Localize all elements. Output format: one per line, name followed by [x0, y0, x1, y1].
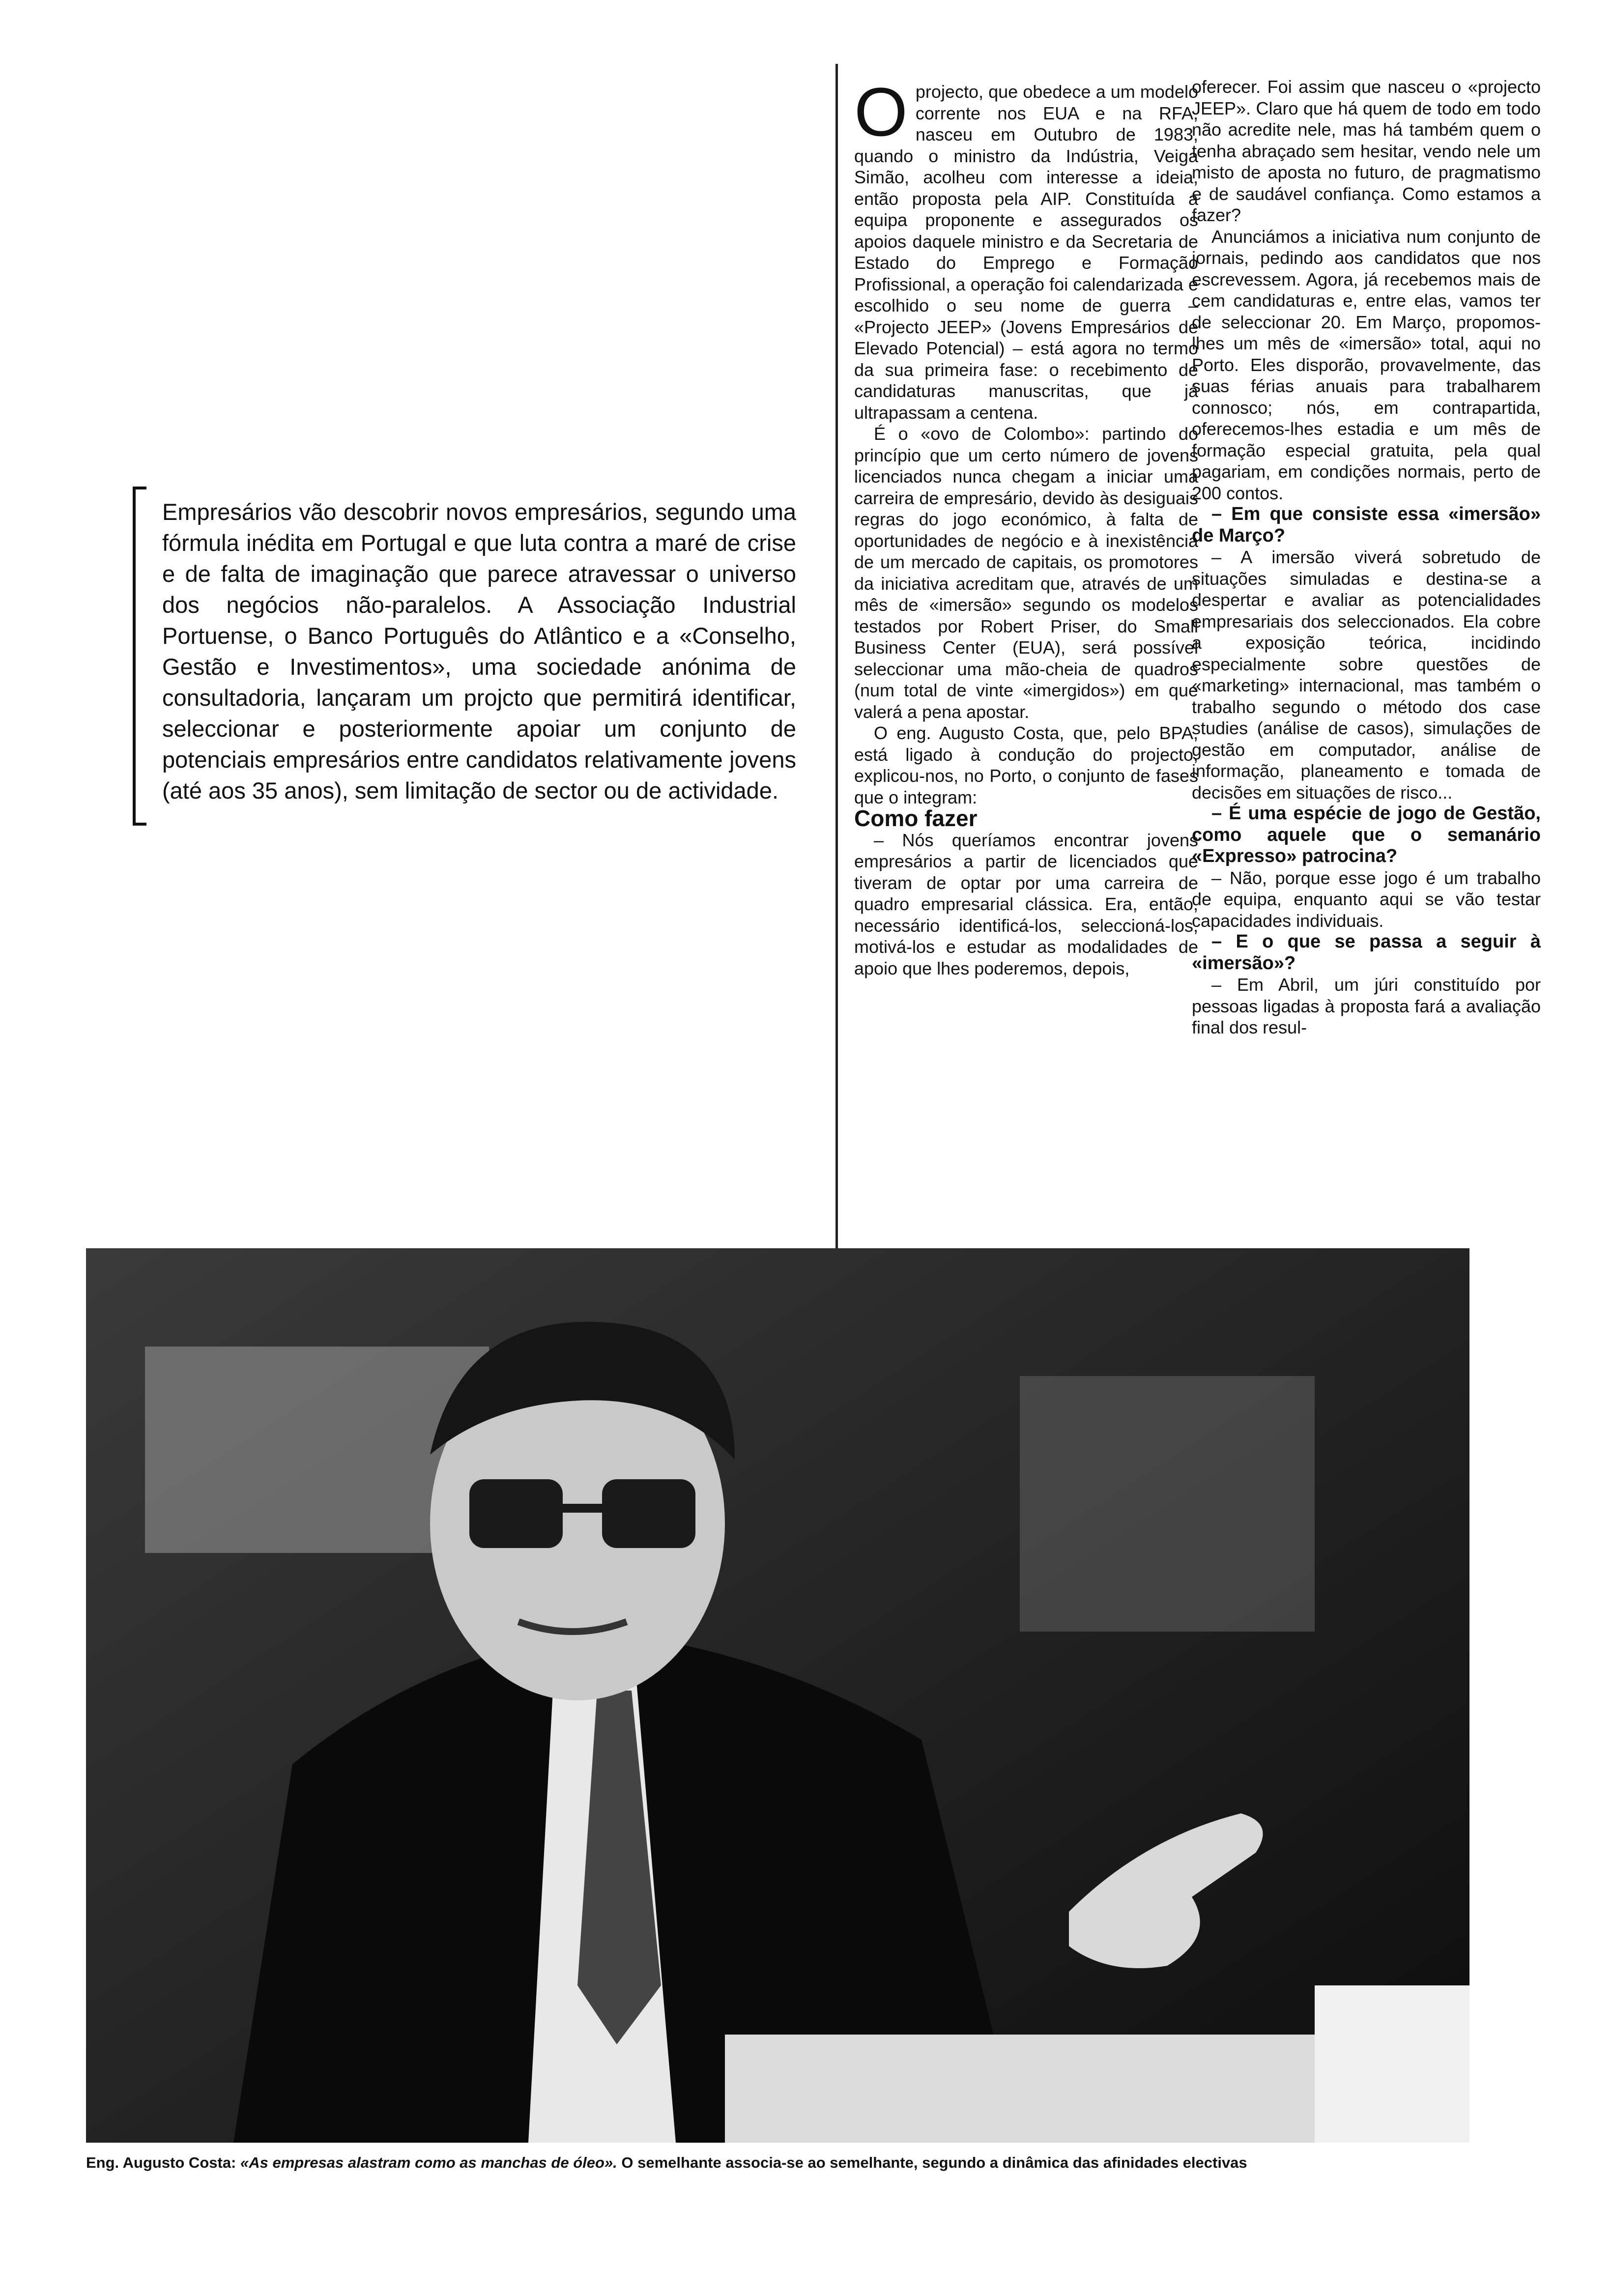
- portrait-photo: [86, 1248, 1469, 2143]
- caption-lead: Eng. Augusto Costa:: [86, 2154, 236, 2171]
- interview-question: – Em que consiste essa «imersão» de Março?: [1192, 504, 1541, 546]
- dropcap-letter: O: [854, 73, 908, 150]
- article-paragraph: O eng. Augusto Costa, que, pelo BPA, está ligado à condução do projecto, explicou-nos, no Porto, o conjunto de fases que o integram:: [854, 723, 1198, 807]
- article-paragraph: Anunciámos a iniciativa num conjunto de jornais, pedindo aos candidatos que nos escrevessem. Agora, já recebemos mais de cem candidaturas e, entre elas, vamos ter de seleccionar 20. Em Março, propomos-lhes um mês de «imersão» total, aqui no Porto. Eles disporão, provavelmente, das suas férias anuais para trabalharem connosco; nós, em contrapartida, oferecemos-lhes estadia e um mês de formação especial gratuita, pela qual pagariam, em condições normais, perto de 200 contos.: [1192, 226, 1541, 503]
- caption-quote: «As empresas alastram como as manchas de óleo».: [240, 2154, 617, 2171]
- article-paragraph: – Nós queríamos encontrar jovens empresários a partir de licenciados que tiveram de optar por uma carreira de quadro empresarial clássica. Era, então, necessário identificá-los, seleccioná-los, motivá-los e estudar as modalidades de apoio que lhes poderemos, depois,: [854, 830, 1198, 978]
- section-subhead: Como fazer: [854, 805, 978, 831]
- article-paragraph: – Não, porque esse jogo é um trabalho de equipa, enquanto aqui se vão testar capacidades individuais.: [1192, 867, 1541, 931]
- article-paragraph: – Em Abril, um júri constituído por pessoas ligadas à proposta fará a avaliação final dos resul-: [1192, 975, 1541, 1037]
- interview-question: – E o que se passa a seguir à «imersão»?: [1192, 931, 1541, 974]
- opening-paragraph: Oprojecto, que obedece a um modelo corrente nos EUA e na RFA, nasceu em Outubro de 1983, quando o ministro da Indústria, Veiga Simão, acolheu com interesse a ideia, então proposta pela AIP. Constituída a equipa proponente e assegurados os apoios daquele ministro e da Secretaria de Estado do Emprego e Formação Profissional, a operação foi calendarizada e escolhido o seu nome de guerra – «Projecto JEEP» (Jovens Empresários de Elevado Potencial) – está agora no termo da sua primeira fase: o recebimento de candidaturas manuscritas, que já ultrapassam a centena.: [854, 73, 1198, 423]
- intro-paragraph: Empresários vão descobrir novos empresários, segundo uma fórmula inédita em Portugal e que luta contra a maré de crise e de falta de imaginação que parece atravessar o universo dos negócios não-paralelos. A Associação Industrial Portuense, o Banco Português do Atlântico e a «Conselho, Gestão e Investimentos», uma sociedade anónima de consultadoria, lançaram um projcto que permitirá identificar, seleccionar e posteriormente apoiar um conjunto de potenciais empresários entre candidatos relativamente jovens (até aos 35 anos), sem limitação de sector ou de actividade.: [162, 499, 796, 804]
- interview-question: – É uma espécie de jogo de Gestão, como aquele que o semanário «Expresso» patrocina?: [1192, 803, 1541, 866]
- article-column-middle: [854, 73, 1198, 979]
- photo-caption: [86, 2152, 1477, 2173]
- intro-bracket: [133, 487, 136, 826]
- photo-illustration: [86, 1248, 1469, 2143]
- article-paragraph: oferecer. Foi assim que nasceu o «projecto JEEP». Claro que há quem de todo em todo não acredite nele, mas há também quem o tenha abraçado sem hesitar, vendo nele um misto de aposta no futuro, de pragmatismo e de saudável confiança. Como estamos a fazer?: [1192, 77, 1541, 225]
- column-divider: [835, 64, 838, 1371]
- caption-rest: O semelhante associa-se ao semelhante, segundo a dinâmica das afinidades electivas: [621, 2154, 1247, 2171]
- article-paragraph: É o «ovo de Colombo»: partindo do princípio que um certo número de jovens licenciados nunca chegam a iniciar uma carreira de empresário, devido às desiguais regras do jogo económico, à falta de oportunidades de negócio e à inexistência de um mercado de capitais, os promotores da iniciativa acreditam que, através de um mês de «imersão» segundo os modelos testados por Robert Priser, do Small Business Center (EUA), será possível seleccionar uma mão-cheia de quadros (num total de vinte «imergidos») em que valerá a pena apostar.: [854, 424, 1198, 722]
- article-paragraph: – A imersão viverá sobretudo de situações simuladas e destina-se a despertar e avaliar as potencialidades empresariais dos seleccionados. Ela cobre a exposição teórica, incidindo especialmente sobre questões de «marketing» internacional, mas também o trabalho segundo o método dos case studies (análise de casos), simulações de gestão em computador, análise de informação, planeamento e tomada de decisões em situações de risco...: [1192, 547, 1541, 803]
- article-column-right: [1192, 76, 1541, 1038]
